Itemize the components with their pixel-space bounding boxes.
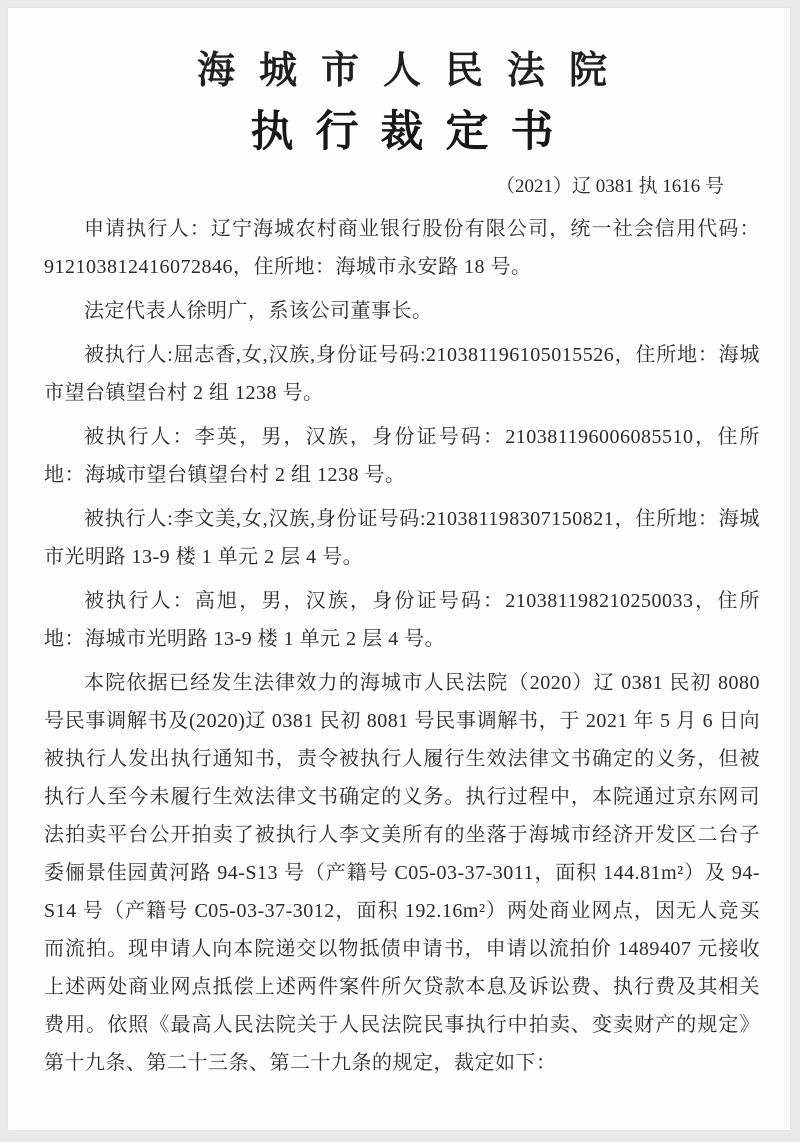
document-title: 执行裁定书 (250, 109, 576, 156)
document-page (8, 8, 790, 1130)
applicant-paragraph: 申请执行人：辽宁海城农村商业银行股份有限公司，统一社会信用代码：912103812416072846，住所地：海城市永安路 18 号。 (44, 218, 760, 278)
document-body (44, 210, 760, 1082)
case-number: （2021）辽 0381 执 1616 号 (495, 176, 724, 197)
respondent-paragraph-4: 被执行人：高旭，男，汉族，身份证号码：210381198210250033，住所地：海城市光明路 13-9 楼 1 单元 2 层 4 号。 (44, 590, 760, 650)
respondent-paragraph-1: 被执行人:屈志香,女,汉族,身份证号码:210381196105015526，住所地：海城市望台镇望台村 2 组 1238 号。 (44, 344, 760, 404)
respondent-paragraph-2: 被执行人：李英，男，汉族，身份证号码：210381196006085510，住所地：海城市望台镇望台村 2 组 1238 号。 (44, 426, 760, 486)
respondent-paragraph-3: 被执行人:李文美,女,汉族,身份证号码:210381198307150821，住所地：海城市光明路 13-9 楼 1 单元 2 层 4 号。 (44, 508, 760, 568)
court-name: 海城市人民法院 (196, 50, 631, 92)
ruling-body-paragraph: 本院依据已经发生法律效力的海城市人民法院（2020）辽 0381 民初 8080 号民事调解书及(2020)辽 0381 民初 8081 号民事调解书，于 2021 年 5 月 6 日向被执行人发出执行通知书，责令被执行人履行生效法律文书确定的义务，但被执行人至今未履行生效法律文书确定的义务。执行过程中，本院通过京东网司法拍卖平台公开拍卖了被执行人李文美所有的坐落于海城市经济开发区二台子委俪景佳园黄河路 94-S13 号（产籍号 C05-03-37-3011，面积 144.81m²）及 94-S14 号（产籍号 C05-03-37-3012，面积 192.16m²）两处商业网点，因无人竞买而流拍。现申请人向本院递交以物抵债申请书，申请以流拍价 1489407 元接收上述两处商业网点抵偿上述两件案件所欠贷款本息及诉讼费、执行费及其相关费用。依照《最高人民法院关于人民法院民事执行中拍卖、变卖财产的规定》第十九条、第二十三条、第二十九条的规定，裁定如下： (44, 672, 760, 1074)
legal-representative-paragraph: 法定代表人徐明广，系该公司董事长。 (84, 300, 433, 322)
